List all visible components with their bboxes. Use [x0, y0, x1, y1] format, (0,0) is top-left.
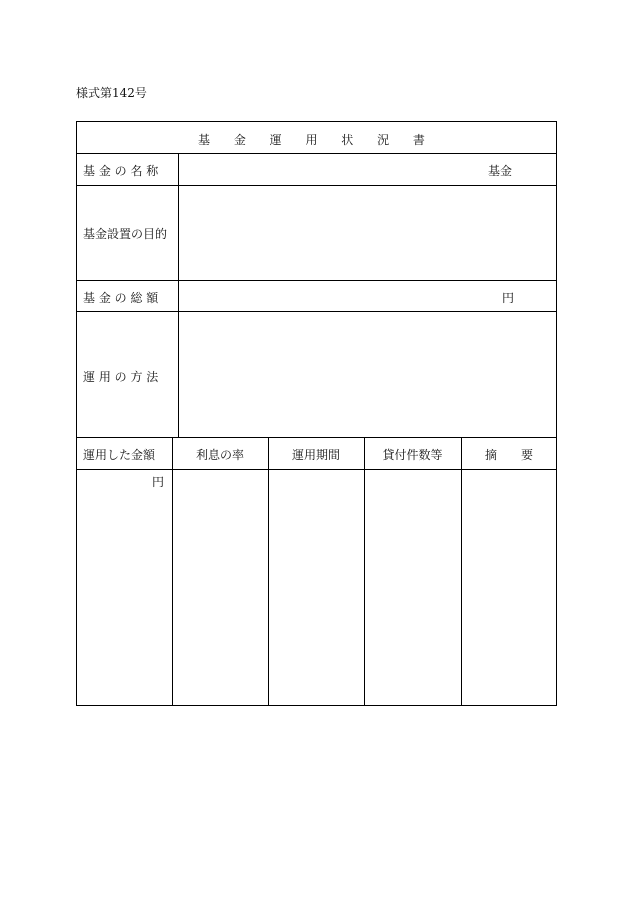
column-header-loans: 貸付件数等	[382, 448, 443, 462]
fund-name-label: 基 金 の 名 称	[83, 164, 159, 178]
fund-name-suffix: 基金	[488, 164, 513, 178]
form-number: 様式第142号	[76, 86, 147, 100]
loans-field[interactable]	[364, 469, 461, 705]
purpose-label: 基金設置の目的	[83, 227, 168, 241]
method-field[interactable]	[178, 311, 556, 437]
column-header-interest: 利息の率	[195, 448, 244, 462]
total-label: 基 金 の 総 額	[83, 291, 159, 305]
fund-operation-form	[76, 121, 557, 706]
amount-unit: 円	[152, 475, 165, 489]
interest-field[interactable]	[172, 469, 268, 705]
period-field[interactable]	[268, 469, 364, 705]
total-field[interactable]	[178, 280, 556, 311]
total-unit: 円	[502, 291, 515, 305]
column-header-period: 運用期間	[291, 448, 340, 462]
notes-field[interactable]	[461, 469, 557, 705]
divider	[77, 437, 556, 438]
column-header-amount: 運用した金額	[83, 448, 156, 462]
column-header-notes: 摘 要	[484, 448, 533, 462]
amount-field[interactable]	[77, 469, 172, 705]
method-label: 運 用 の 方 法	[83, 370, 159, 384]
form-title: 基 金 運 用 状 況 書	[198, 133, 435, 147]
purpose-field[interactable]	[178, 185, 556, 280]
